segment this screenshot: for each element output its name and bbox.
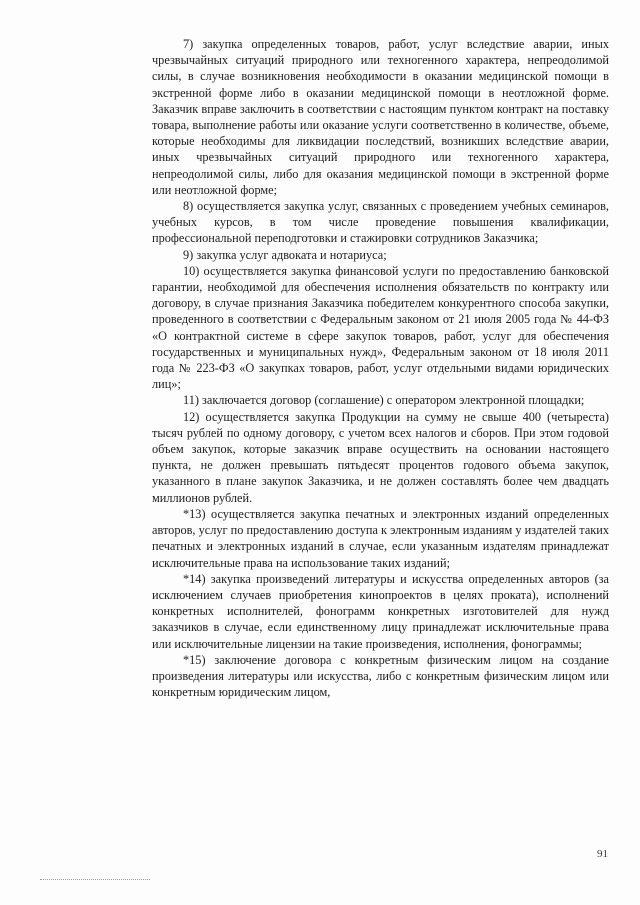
paragraph-item-14: *14) закупка произведений литературы и искусства определенных авторов (за исключением случаев приобретения кинопроектов в целях проката), исполнений конкретных исполнителей, фонограмм конкретных изготовителей для нужд заказчиков в случае, если единственному лицу принадлежат исключительные права или исключительные лицензии на такие произведения, исполнения, фонограммы; <box>152 571 609 651</box>
paragraph-item-9: 9) закупка услуг адвоката и нотариуса; <box>183 247 387 262</box>
page-number: 91 <box>597 848 608 860</box>
paragraph-item-7: 7) закупка определенных товаров, работ, услуг вследствие аварии, иных чрезвычайных ситуаций природного или техногенного характера, непреодолимой силы, в случае возникновения необходимости в оказании медицинской помощи в экстренной форме либо в оказании медицинской помощи в неотложной форме. Заказчик вправе заключить в соответствии с настоящим пунктом контракт на поставку товара, выполнение работы или оказание услуги соответственно в количестве, объеме, которые необходимы для ликвидации последствий, возникших вследствие аварии, иных чрезвычайных ситуаций природного или техногенного характера, непреодолимой силы, либо для оказания медицинской помощи в экстренной форме или неотложной форме; <box>152 37 609 197</box>
paragraph-item-11: 11) заключается договор (соглашение) с оператором электронной площадки; <box>183 393 585 408</box>
document-body <box>152 36 609 700</box>
paragraph-item-8: 8) осуществляется закупка услуг, связанных с проведением учебных семинаров, учебных курсов, в том числе проведение повышения квалификации, профессиональной переподготовки и стажировки сотрудников Заказчика; <box>152 199 609 246</box>
scan-artifact-line <box>40 879 150 880</box>
paragraph-item-15: *15) заключение договора с конкретным физическим лицом на создание произведения литературы или искусства, либо с конкретным физическим лицом или конкретным юридическим лицом, <box>152 652 609 700</box>
paragraph-item-12: 12) осуществляется закупка Продукции на сумму не свыше 400 (четыреста) тысяч рублей по одному договору, с учетом всех налогов и сборов. При этом годовой объем закупок, которые заказчик вправе осуществить на основании настоящего пункта, не должен превышать пятьдесят процентов годового объема закупок, указанного в плане закупок Заказчика, и не должен составлять более чем двадцать миллионов рублей. <box>152 409 609 505</box>
paragraph-item-13: *13) осуществляется закупка печатных и электронных изданий определенных авторов, услуг по предоставлению доступа к электронным изданиям у издателей таких печатных и электронных изданий в случае, если указанным издателям принадлежат исключительные права на использование таких изданий; <box>152 506 609 570</box>
paragraph-item-10: 10) осуществляется закупка финансовой услуги по предоставлению банковской гарантии, необходимой для обеспечения исполнения обязательств по контракту или договору, в случае признания Заказчика победителем конкурентного способа закупки, проведенного в соответствии с Федеральным законом от 21 июля 2005 года № 44-ФЗ «О контрактной системе в сфере закупок товаров, работ, услуг для обеспечения государственных и муниципальных нужд», Федеральным законом от 18 июля 2011 года № 223-ФЗ «О закупках товаров, работ, услуг отдельными видами юридических лиц»; <box>152 263 609 392</box>
